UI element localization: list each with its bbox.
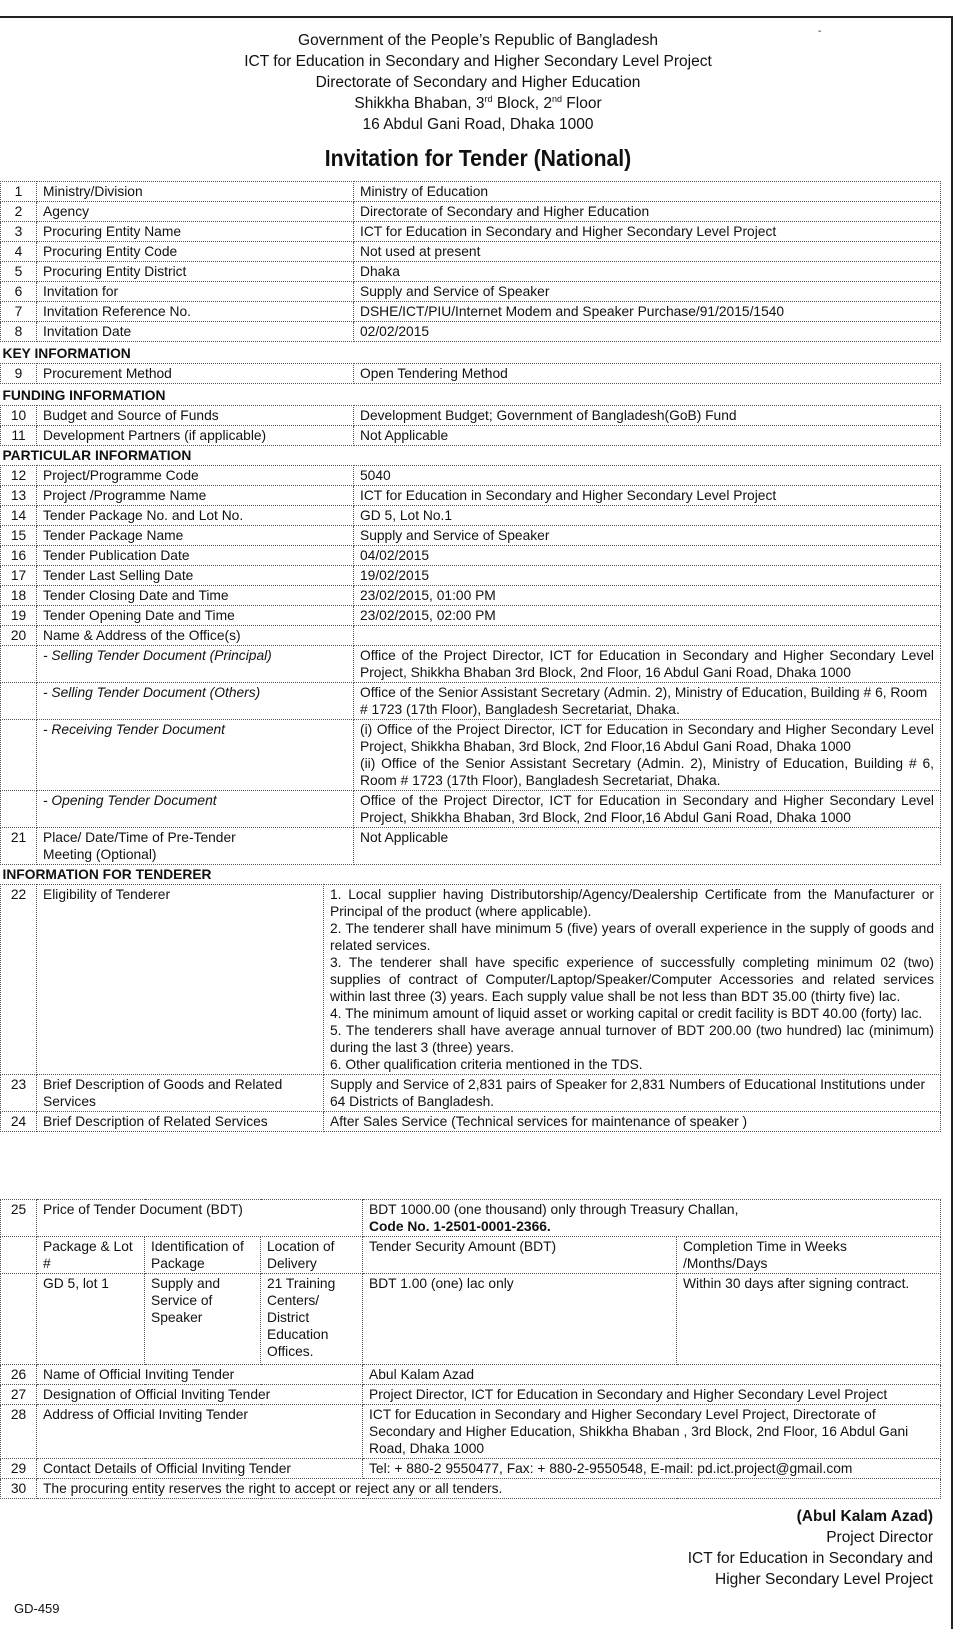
row-value: After Sales Service (Technical services for maintenance of speaker )	[324, 1112, 941, 1132]
section-heading-tenderer	[1, 866, 941, 885]
table-row	[1, 828, 941, 865]
tender-table-general	[0, 181, 941, 865]
row-number: 6	[1, 282, 37, 302]
row-value: 5040	[354, 466, 941, 486]
table-row	[1, 222, 941, 242]
row-sublabel: - Opening Tender Document	[37, 791, 354, 828]
section-heading-funding	[1, 384, 941, 406]
row-value: Supply and Service of Speaker	[354, 526, 941, 546]
table-row	[1, 282, 941, 302]
row-value: ICT for Education in Secondary and Higher Secondary Level Project, Directorate of Secondary and Higher Education, Shikkha Bhaban , 3rd Block, 2nd Floor, 16 Abdul Gani Road, Dhaka 1000	[363, 1405, 941, 1459]
row-value: BDT 1000.00 (one thousand) only through Treasury Challan, Code No. 1-2501-0001-2366.	[363, 1200, 941, 1237]
row-value: 04/02/2015	[354, 546, 941, 566]
row-number: 5	[1, 262, 37, 282]
row-label: Brief Description of Goods and Related Services	[37, 1075, 324, 1112]
document-title: Invitation for Tender (National)	[324, 145, 632, 171]
row-number: 18	[1, 586, 37, 606]
package-header-row	[1, 1237, 941, 1274]
section-title: INFORMATION FOR TENDERER	[2, 867, 212, 882]
row-label: Budget and Source of Funds	[37, 406, 354, 426]
row-number: 12	[1, 466, 37, 486]
row-label: Tender Publication Date	[37, 546, 354, 566]
signatory-name: (Abul Kalam Azad)	[796, 1508, 933, 1525]
table-cell: Supply and Service of Speaker	[145, 1274, 261, 1365]
row-number: 22	[1, 885, 37, 1075]
row-label: Name & Address of the Office(s)	[37, 626, 354, 646]
header-line-5: 16 Abdul Gani Road, Dhaka 1000	[362, 116, 594, 133]
row-value: Abul Kalam Azad	[363, 1365, 941, 1385]
footer-code: GD-459	[14, 1601, 60, 1616]
row-label: Address of Official Inviting Tender	[37, 1405, 363, 1459]
table-row	[1, 791, 941, 828]
row-value: Supply and Service of 2,831 pairs of Speaker for 2,831 Numbers of Educational Institutions under 64 Districts of Bangladesh.	[324, 1075, 941, 1112]
row-label: Agency	[37, 202, 354, 222]
signatory-title: Project Director	[826, 1529, 933, 1546]
table-row	[1, 720, 941, 791]
row-value: The procuring entity reserves the right to accept or reject any or all tenders.	[37, 1479, 941, 1499]
row-value: Not Applicable	[354, 828, 941, 865]
table-row	[1, 526, 941, 546]
table-row	[1, 683, 941, 720]
header-line-3: Directorate of Secondary and Higher Education	[315, 74, 641, 91]
row-number: 25	[1, 1200, 37, 1237]
column-header: Tender Security Amount (BDT)	[363, 1237, 677, 1274]
row-label: Tender Package Name	[37, 526, 354, 546]
table-row	[1, 646, 941, 683]
row-value: Ministry of Education	[354, 182, 941, 202]
section-title: PARTICULAR INFORMATION	[2, 448, 192, 463]
row-value: 19/02/2015	[354, 566, 941, 586]
row-value: GD 5, Lot No.1	[354, 506, 941, 526]
row-label: Tender Opening Date and Time	[37, 606, 354, 626]
table-row	[1, 566, 941, 586]
row-label: Tender Closing Date and Time	[37, 586, 354, 606]
row-number: 27	[1, 1385, 37, 1405]
table-row	[1, 322, 941, 342]
table-row	[1, 606, 941, 626]
row-value: Office of the Senior Assistant Secretary (Admin. 2), Ministry of Education, Building # 6, Room # 1723 (17th Floor), Bangladesh Secretariat, Dhaka.	[354, 683, 941, 720]
column-header: Completion Time in Weeks /Months/Days	[677, 1237, 941, 1274]
tender-table-official	[0, 1199, 941, 1499]
row-value: Not used at present	[354, 242, 941, 262]
row-value: ICT for Education in Secondary and Higher Secondary Level Project	[354, 222, 941, 242]
row-number: 20	[1, 626, 37, 646]
header-line-1: Government of the People’s Republic of Bangladesh	[298, 32, 658, 49]
table-row	[1, 1075, 941, 1112]
list-item: 6. Other qualification criteria mentioned in the TDS.	[330, 1057, 643, 1072]
row-value: Directorate of Secondary and Higher Education	[354, 202, 941, 222]
row-value: Development Budget; Government of Bangladesh(GoB) Fund	[354, 406, 941, 426]
table-row	[1, 546, 941, 566]
row-number: 28	[1, 1405, 37, 1459]
table-row	[1, 1405, 941, 1459]
section-heading-particular	[1, 446, 941, 466]
row-label: Procuring Entity District	[37, 262, 354, 282]
table-cell: Within 30 days after signing contract.	[677, 1274, 941, 1365]
row-number: 4	[1, 242, 37, 262]
table-row	[1, 1459, 941, 1479]
list-item: 2. The tenderer shall have minimum 5 (five) years of overall experience in the supply of goods and related services.	[330, 921, 934, 953]
row-value: (i) Office of the Project Director, ICT for Education in Secondary and Higher Secondary Level Project, Shikkha Bhaban, 3rd Block, 2nd Floor,16 Abdul Gani Road, Dhaka 1000 (ii) Office of the Senior Assistant Secretary (Admin. 2), Ministry of Education, Building # 6, Room # 1723 (17th Floor), Bangladesh Secretariat, Dhaka.	[354, 720, 941, 791]
row-value: 23/02/2015, 02:00 PM	[354, 606, 941, 626]
table-row	[1, 1200, 941, 1237]
table-row	[1, 364, 941, 384]
row-number: 23	[1, 1075, 37, 1112]
table-row	[1, 406, 941, 426]
row-value: Project Director, ICT for Education in Secondary and Higher Secondary Level Project	[363, 1385, 941, 1405]
row-value: ICT for Education in Secondary and Higher Secondary Level Project	[354, 486, 941, 506]
letterhead	[0, 30, 956, 135]
signatory-org-2: Higher Secondary Level Project	[715, 1571, 933, 1588]
row-number: 2	[1, 202, 37, 222]
list-item: 5. The tenderers shall have average annual turnover of BDT 200.00 (two hundred) lac (minimum) during the last 3 (three) years.	[330, 1023, 934, 1055]
row-label: Name of Official Inviting Tender	[37, 1365, 363, 1385]
package-data-row	[1, 1274, 941, 1365]
table-row	[1, 182, 941, 202]
treasury-code: Code No. 1-2501-0001-2366.	[369, 1219, 551, 1234]
row-label: Brief Description of Related Services	[37, 1112, 324, 1132]
table-row	[1, 586, 941, 606]
row-number: 3	[1, 222, 37, 242]
row-label: Invitation for	[37, 282, 354, 302]
row-number: 15	[1, 526, 37, 546]
row-label: Procurement Method	[37, 364, 354, 384]
row-value: Office of the Project Director, ICT for Education in Secondary and Higher Secondary Level Project, Shikkha Bhaban 3rd Block, 2nd Floor, 16 Abdul Gani Road, Dhaka 1000	[354, 646, 941, 683]
row-number: 8	[1, 322, 37, 342]
row-number: 17	[1, 566, 37, 586]
row-label: Project /Programme Name	[37, 486, 354, 506]
row-value: Not Applicable	[354, 426, 941, 446]
table-row	[1, 426, 941, 446]
section-title: KEY INFORMATION	[2, 346, 131, 361]
section-heading-key	[1, 342, 941, 364]
table-row	[1, 885, 941, 1075]
list-item: 4. The minimum amount of liquid asset or working capital or credit facility is BDT 40.00 (forty) lac.	[330, 1006, 923, 1021]
row-label: Place/ Date/Time of Pre-Tender Meeting (Optional)	[37, 828, 354, 865]
eligibility-list	[324, 885, 941, 1075]
row-number: 29	[1, 1459, 37, 1479]
header-line-2: ICT for Education in Secondary and Higher Secondary Level Project	[244, 53, 712, 70]
row-number: 26	[1, 1365, 37, 1385]
row-label: Eligibility of Tenderer	[37, 885, 324, 1075]
section-title: FUNDING INFORMATION	[2, 388, 166, 403]
header-line-4: Shikkha Bhaban, 3rd Block, 2nd Floor	[354, 93, 602, 112]
list-item: 1. Local supplier having Distributorship/Agency/Dealership Certificate from the Manufacturer or Principal of the product (where applicable).	[330, 887, 934, 919]
table-cell: 21 Training Centers/ District Education Offices.	[261, 1274, 363, 1365]
table-row	[1, 466, 941, 486]
column-header: Identification of Package	[145, 1237, 261, 1274]
row-label: Price of Tender Document (BDT)	[37, 1200, 363, 1237]
row-value: Supply and Service of Speaker	[354, 282, 941, 302]
row-number: 14	[1, 506, 37, 526]
row-number: 1	[1, 182, 37, 202]
tender-table-eligibility	[0, 866, 941, 1132]
row-sublabel: - Receiving Tender Document	[37, 720, 354, 791]
row-number: 16	[1, 546, 37, 566]
row-value: Open Tendering Method	[354, 364, 941, 384]
row-label: Tender Last Selling Date	[37, 566, 354, 586]
signatory-org-1: ICT for Education in Secondary and	[687, 1550, 933, 1567]
table-row	[1, 1385, 941, 1405]
table-row	[1, 242, 941, 262]
row-label: Invitation Reference No.	[37, 302, 354, 322]
column-header: Location of Delivery	[261, 1237, 363, 1274]
row-label: Designation of Official Inviting Tender	[37, 1385, 363, 1405]
table-row	[1, 506, 941, 526]
table-row	[1, 1479, 941, 1499]
row-number: 13	[1, 486, 37, 506]
scan-mark: -	[818, 26, 822, 37]
row-label: Procuring Entity Code	[37, 242, 354, 262]
row-number: 30	[1, 1479, 37, 1499]
list-item: 3. The tenderer shall have specific experience of successfully completing minimum 02 (two) supplies of contract of Computer/Laptop/Speaker/Computer Accessories and related services within last three (3) years. Each supply value shall be not less than BDT 35.00 (thirty five) lac.	[330, 955, 934, 1004]
row-number: 24	[1, 1112, 37, 1132]
table-row	[1, 486, 941, 506]
row-value: 23/02/2015, 01:00 PM	[354, 586, 941, 606]
row-label: Development Partners (if applicable)	[37, 426, 354, 446]
row-number: 9	[1, 364, 37, 384]
row-value: 02/02/2015	[354, 322, 941, 342]
table-cell: GD 5, lot 1	[37, 1274, 145, 1365]
row-value: DSHE/ICT/PIU/Internet Modem and Speaker Purchase/91/2015/1540	[354, 302, 941, 322]
row-number: 11	[1, 426, 37, 446]
row-sublabel: - Selling Tender Document (Principal)	[37, 646, 354, 683]
row-label: Contact Details of Official Inviting Tender	[37, 1459, 363, 1479]
row-label: Ministry/Division	[37, 182, 354, 202]
row-number: 10	[1, 406, 37, 426]
signature-block	[688, 1506, 933, 1590]
row-number: 21	[1, 828, 37, 865]
row-number: 7	[1, 302, 37, 322]
row-value: Dhaka	[354, 262, 941, 282]
table-row	[1, 626, 941, 646]
table-row	[1, 302, 941, 322]
table-row	[1, 1112, 941, 1132]
row-label: Procuring Entity Name	[37, 222, 354, 242]
table-row	[1, 262, 941, 282]
table-row	[1, 1365, 941, 1385]
table-cell: BDT 1.00 (one) lac only	[363, 1274, 677, 1365]
row-number: 19	[1, 606, 37, 626]
row-value: Office of the Project Director, ICT for Education in Secondary and Higher Secondary Level Project, Shikkha Bhaban, 3rd Block, 2nd Floor,16 Abdul Gani Road, Dhaka 1000	[354, 791, 941, 828]
row-label: Project/Programme Code	[37, 466, 354, 486]
row-label: Invitation Date	[37, 322, 354, 342]
row-value: Tel: + 880-2 9550477, Fax: + 880-2-9550548, E-mail: pd.ict.project@gmail.com	[363, 1459, 941, 1479]
row-sublabel: - Selling Tender Document (Others)	[37, 683, 354, 720]
row-label: Tender Package No. and Lot No.	[37, 506, 354, 526]
table-row	[1, 202, 941, 222]
column-header: Package & Lot #	[37, 1237, 145, 1274]
